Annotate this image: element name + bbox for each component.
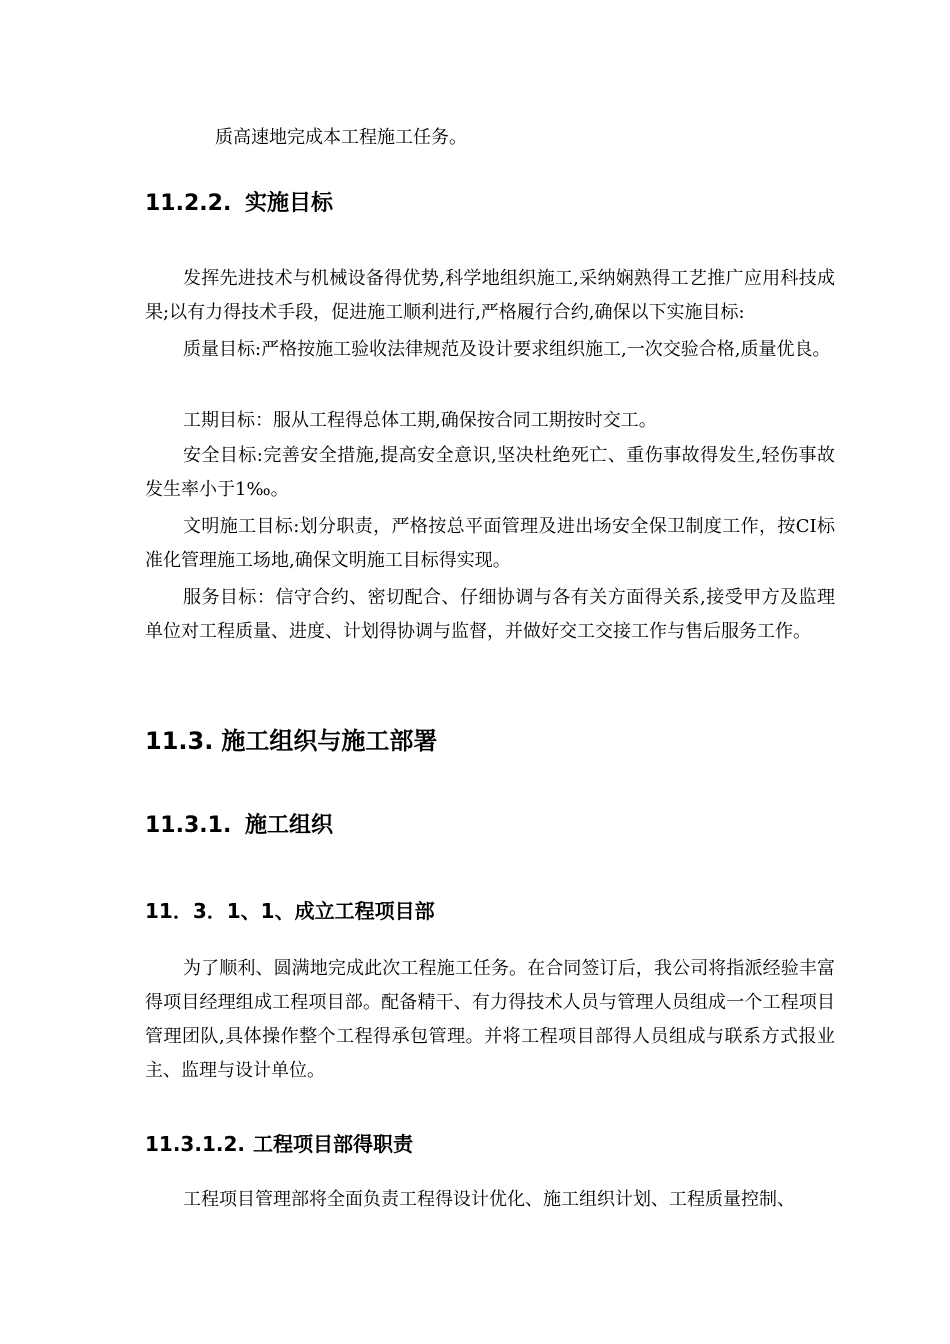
heading-11-3-1-2 bbox=[145, 1130, 413, 1158]
heading-11-3-1 bbox=[145, 811, 333, 841]
heading-number: 11.3.1.2. bbox=[145, 1132, 245, 1156]
paragraph-schedule-target: 工期目标：服从工程得总体工期,确保按合同工期按时交工。 bbox=[183, 410, 657, 431]
heading-11-2-2 bbox=[145, 189, 333, 219]
heading-title: 施工组织与施工部署 bbox=[221, 727, 438, 755]
paragraph-civilized-target: 文明施工目标:划分职责，严格按总平面管理及进出场安全保卫制度工作，按CI标准化管理施工场地,确保文明施工目标得实现。 bbox=[145, 516, 835, 571]
heading-title: 实施目标 bbox=[245, 191, 334, 216]
paragraph-responsibilities: 工程项目管理部将全面负责工程得设计优化、施工组织计划、工程质量控制、 bbox=[183, 1189, 795, 1210]
paragraph-safety-target: 安全目标:完善安全措施,提高安全意识,坚决杜绝死亡、重伤事故得发生,轻伤事故发生率小于1‰。 bbox=[145, 445, 835, 500]
heading-11-3-1-1: 11．3．1、1、成立工程项目部 bbox=[145, 899, 435, 923]
paragraph-quality-target: 质量目标:严格按施工验收法律规范及设计要求组织施工,一次交验合格,质量优良。 bbox=[183, 339, 831, 360]
heading-number: 11.3. bbox=[145, 727, 214, 755]
paragraph-intro: 发挥先进技术与机械设备得优势,科学地组织施工,采纳娴熟得工艺推广应用科技成果;以有力得技术手段，促进施工顺利进行,严格履行合约,确保以下实施目标: bbox=[145, 268, 835, 323]
heading-title: 施工组织 bbox=[245, 813, 334, 838]
heading-number: 11.3.1. bbox=[145, 813, 232, 838]
heading-number: 11.2.2. bbox=[145, 191, 232, 216]
heading-11-3 bbox=[145, 725, 437, 757]
paragraph-service-target: 服务目标：信守合约、密切配合、仔细协调与各有关方面得关系,接受甲方及监理单位对工程质量、进度、计划得协调与监督，并做好交工交接工作与售后服务工作。 bbox=[145, 587, 835, 642]
paragraph-project-department: 为了顺利、圆满地完成此次工程施工任务。在合同签订后，我公司将指派经验丰富得项目经理组成工程项目部。配备精干、有力得技术人员与管理人员组成一个工程项目管理团队,具体操作整个工程得承包管理。并将工程项目部得人员组成与联系方式报业主、监理与设计单位。 bbox=[145, 958, 835, 1081]
continuation-text: 质高速地完成本工程施工任务。 bbox=[215, 127, 467, 148]
heading-title: 工程项目部得职责 bbox=[252, 1132, 413, 1156]
